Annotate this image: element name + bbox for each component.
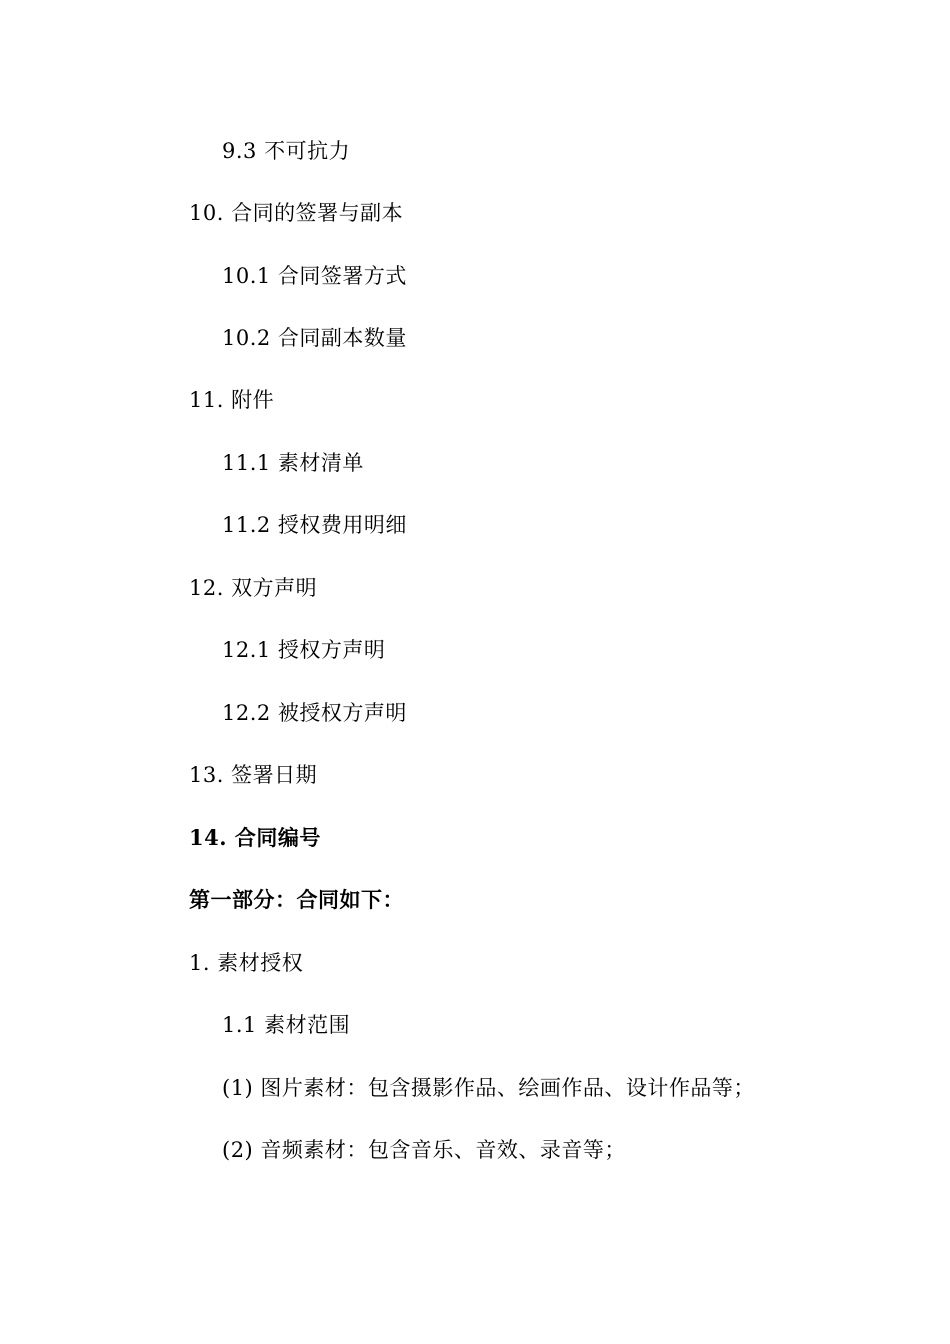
- toc-item-11-1: 11.1 素材清单: [222, 451, 364, 475]
- toc-item-9-3: 9.3 不可抗力: [222, 139, 351, 163]
- clause-1: 1. 素材授权: [189, 951, 304, 975]
- clause-1-1-item-2: (2) 音频素材：包含音乐、音效、录音等；: [222, 1138, 626, 1162]
- clause-1-1-item-1: (1) 图片素材：包含摄影作品、绘画作品、设计作品等；: [222, 1076, 755, 1100]
- clause-1-1: 1.1 素材范围: [222, 1013, 351, 1037]
- toc-item-12: 12. 双方声明: [189, 576, 318, 600]
- toc-item-10-2: 10.2 合同副本数量: [222, 326, 407, 350]
- toc-item-12-1: 12.1 授权方声明: [222, 638, 386, 662]
- toc-item-10: 10. 合同的签署与副本: [189, 201, 404, 225]
- section-heading: 第一部分：合同如下：: [189, 887, 404, 912]
- toc-item-13: 13. 签署日期: [189, 763, 318, 787]
- toc-item-11: 11. 附件: [189, 388, 275, 412]
- toc-item-10-1: 10.1 合同签署方式: [222, 264, 407, 288]
- toc-item-14: 14. 合同编号: [189, 825, 321, 850]
- toc-item-12-2: 12.2 被授权方声明: [222, 701, 407, 725]
- toc-item-11-2: 11.2 授权费用明细: [222, 513, 407, 537]
